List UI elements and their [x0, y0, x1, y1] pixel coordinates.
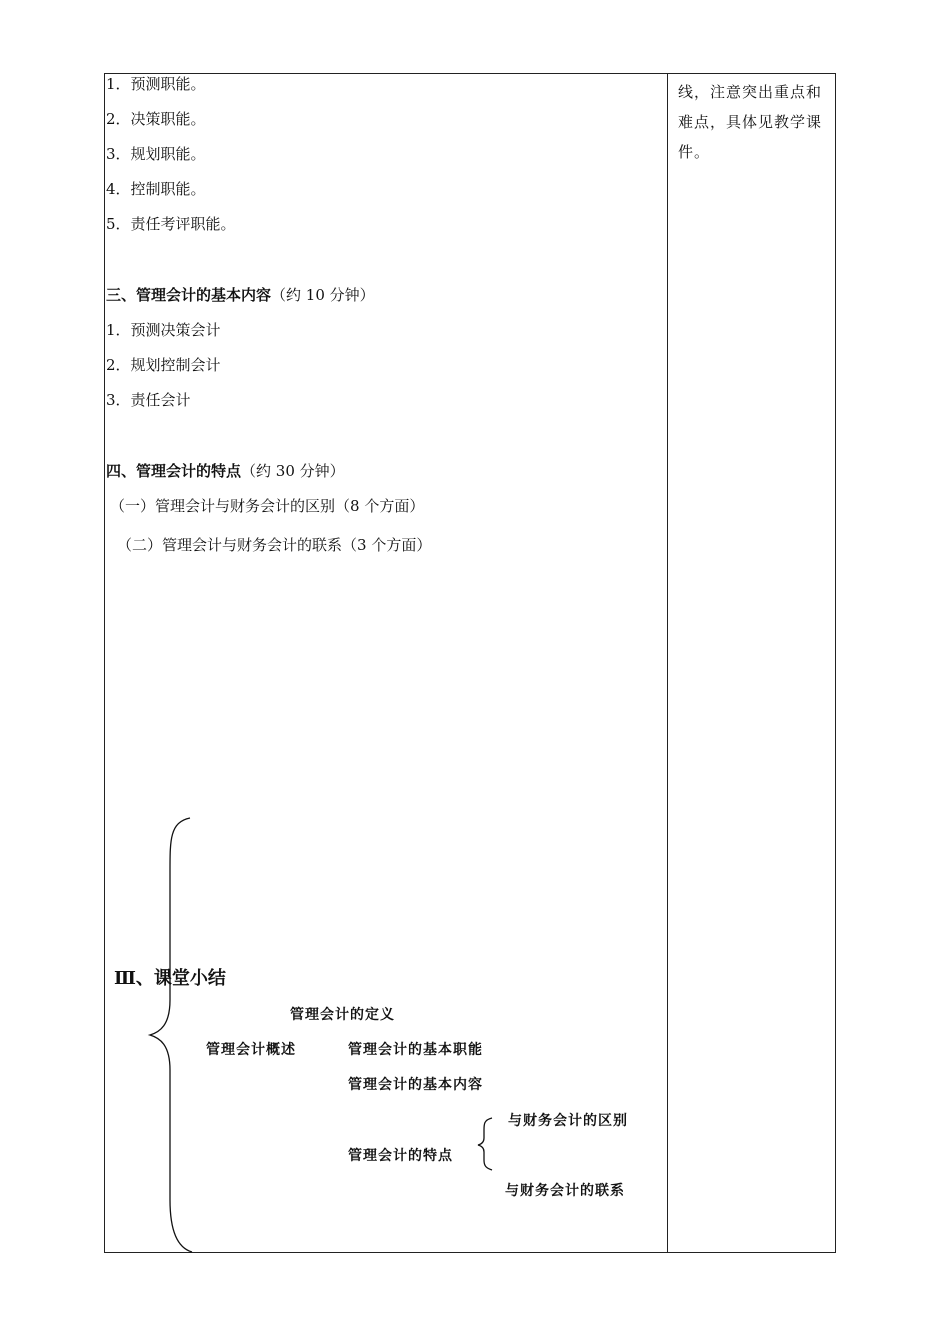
content-item-2: 2．规划控制会计	[106, 356, 221, 374]
side-note: 线，注意突出重点和难点，具体见教学课件。	[678, 83, 823, 161]
function-item-2: 2．决策职能。	[106, 110, 206, 128]
section-3-time: （约 10 分钟）	[271, 286, 375, 304]
section-3-title: 三、管理会计的基本内容	[106, 286, 272, 304]
summary-difference: 与财务会计的区别	[508, 1113, 628, 1129]
function-item-3: 3．规划职能。	[106, 145, 206, 163]
function-item-5: 5．责任考评职能。	[106, 215, 236, 233]
summary-features: 管理会计的特点	[348, 1148, 453, 1164]
big-brace-icon	[150, 818, 192, 1252]
function-item-1: 1．预测职能。	[106, 75, 206, 93]
summary-title: Ⅲ、课堂小结	[114, 968, 226, 989]
section-4-time: （约 30 分钟）	[241, 462, 345, 480]
content-item-3: 3．责任会计	[106, 391, 191, 409]
section-4-title: 四、管理会计的特点	[106, 462, 242, 480]
feature-item-1: （一）管理会计与财务会计的区别（8 个方面）	[110, 497, 425, 515]
summary-definition: 管理会计的定义	[290, 1007, 395, 1023]
summary-root: 管理会计概述	[206, 1042, 296, 1058]
summary-contents: 管理会计的基本内容	[348, 1077, 483, 1093]
summary-functions: 管理会计的基本职能	[348, 1042, 483, 1058]
function-item-4: 4．控制职能。	[106, 180, 206, 198]
small-brace-icon	[478, 1118, 492, 1170]
summary-relation: 与财务会计的联系	[505, 1183, 625, 1199]
content-item-1: 1．预测决策会计	[106, 321, 221, 339]
feature-item-2: （二）管理会计与财务会计的联系（3 个方面）	[117, 536, 432, 554]
